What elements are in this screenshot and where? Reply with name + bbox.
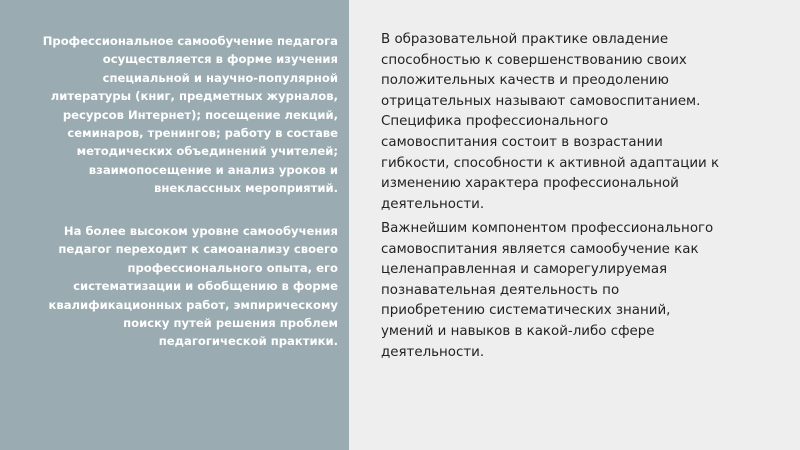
right-paragraph-self-study-component: Важнейшим компонентом профессионального самовоспитания является самообучение как целенаправленная и саморегулируемая познавательная деятельность по приобретению систематических знаний, умений и навыков в какой-либо сфере деятельности. xyxy=(381,221,714,360)
left-paragraph-self-analysis: На более высоком уровне самообучения педагог переходит к самоанализу своего профессионального опыта, его систематизации и обобщению в форме квалификационных работ, эмпирическому поиску путей решения проблем педагогической практики. xyxy=(48,224,338,349)
left-paragraph-self-study-forms: Профессиональное самообучение педагога осуществляется в форме изучения специальной и научно-популярной литературы (книг, предметных журналов, ресурсов Интернет); посещение лекций, семинаров, тренингов; работу в составе методических объединений учителей; взаимопосещение и анализ уроков и внеклассных мероприятий. xyxy=(42,34,338,196)
right-paragraph-self-education-definition: В образовательной практике овладение способностью к совершенствованию своих положительных качеств и преодолению отрицательных называют самовоспитанием. Специфика профессионального самовоспитания состоит в возрастании гибкости, способности к активной адаптации к изменению характера профессиональной деятельности. xyxy=(381,32,720,212)
